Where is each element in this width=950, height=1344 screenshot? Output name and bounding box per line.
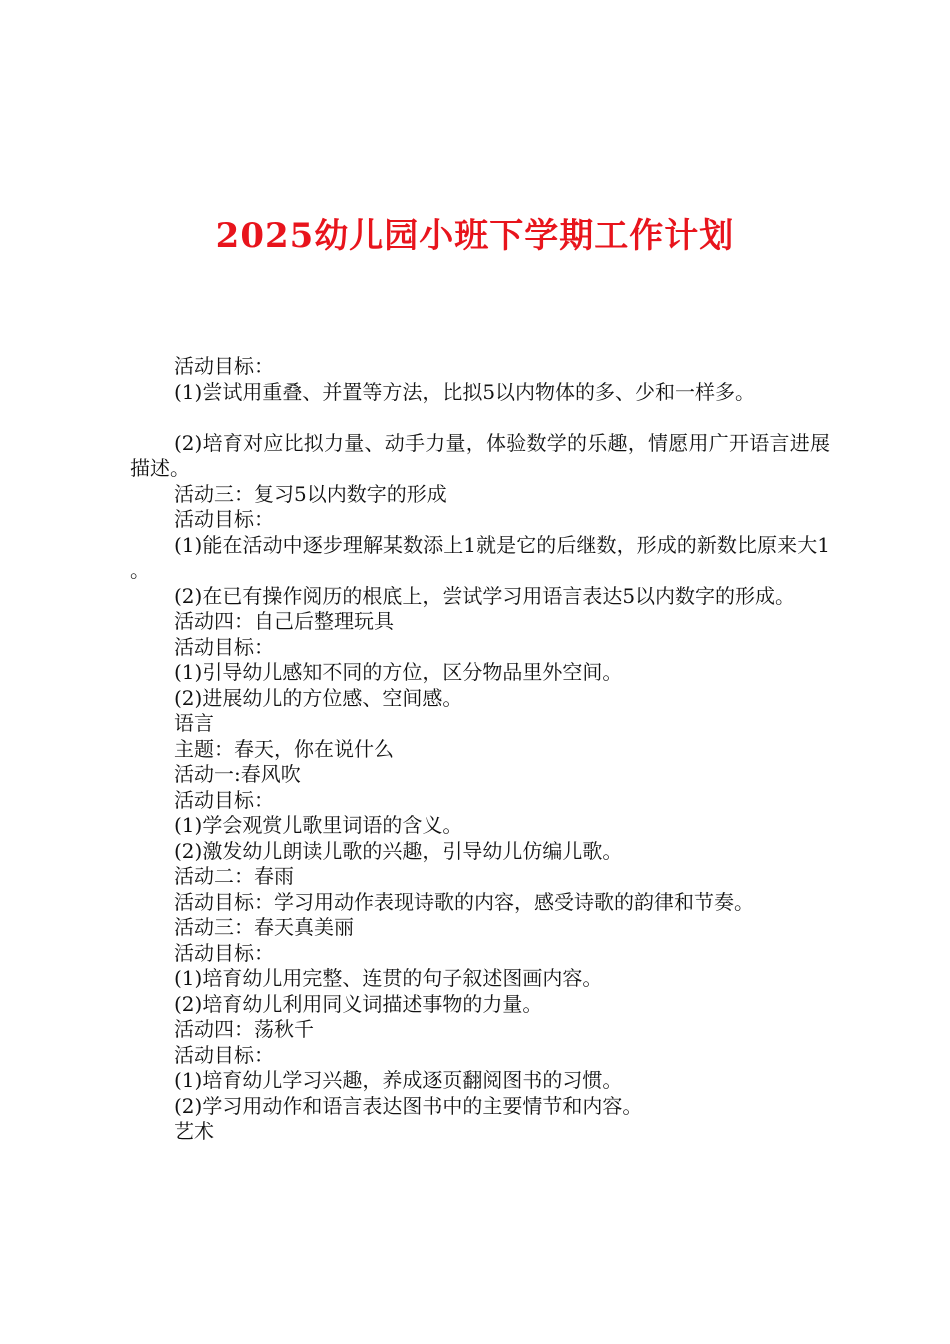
paragraph: 活动目标： (174, 634, 274, 659)
paragraph: (2)激发幼儿朗读儿歌的兴趣，引导幼儿仿编儿歌。 (174, 838, 623, 863)
paragraph: (1)培育幼儿用完整、连贯的句子叙述图画内容。 (174, 966, 603, 990)
paragraph: 主题：春天，你在说什么 (174, 736, 394, 761)
section-heading: 语言 (174, 711, 214, 735)
paragraph: 活动目标： (174, 354, 274, 378)
paragraph: (2)在已有操作阅历的根底上，尝试学习用语言表达5以内数字的形成。 (174, 583, 796, 608)
document-body (130, 354, 830, 1145)
paragraph: 活动三：复习5以内数字的形成 (174, 481, 447, 506)
section-heading: 艺术 (174, 1119, 214, 1143)
document-title: 2025幼儿园小班下学期工作计划 (215, 216, 735, 256)
paragraph: 活动目标： (174, 507, 274, 531)
paragraph: 活动一:春风吹 (174, 762, 301, 786)
paragraph: 活动二：春雨 (174, 864, 294, 888)
paragraph: (1)能在活动中逐步理解某数添上1就是它的后继数，形成的新数比原来大1 。 (130, 532, 830, 582)
paragraph: 活动目标：学习用动作表现诗歌的内容，感受诗歌的韵律和节奏。 (174, 889, 754, 914)
paragraph: 活动目标： (174, 787, 274, 812)
paragraph: 活动四：荡秋千 (174, 1017, 314, 1041)
paragraph: (1)尝试用重叠、并置等方法，比拟5以内物体的多、少和一样多。 (174, 379, 756, 404)
paragraph: (2)进展幼儿的方位感、空间感。 (174, 685, 463, 710)
paragraph: (1)学会观赏儿歌里词语的含义。 (174, 813, 463, 837)
paragraph: 活动目标： (174, 940, 274, 965)
paragraph: (1)引导幼儿感知不同的方位，区分物品里外空间。 (174, 660, 623, 684)
paragraph: (2)培育幼儿利用同义词描述事物的力量。 (174, 991, 543, 1016)
paragraph: 活动目标： (174, 1042, 274, 1067)
paragraph: 活动三：春天真美丽 (174, 915, 354, 939)
paragraph: 活动四：自己后整理玩具 (174, 609, 394, 633)
paragraph: (1)培育幼儿学习兴趣，养成逐页翻阅图书的习惯。 (174, 1068, 623, 1092)
paragraph: (2)培育对应比拟力量、动手力量，体验数学的乐趣，情愿用广开语言进展描述。 (130, 430, 830, 480)
paragraph: (2)学习用动作和语言表达图书中的主要情节和内容。 (174, 1093, 643, 1118)
